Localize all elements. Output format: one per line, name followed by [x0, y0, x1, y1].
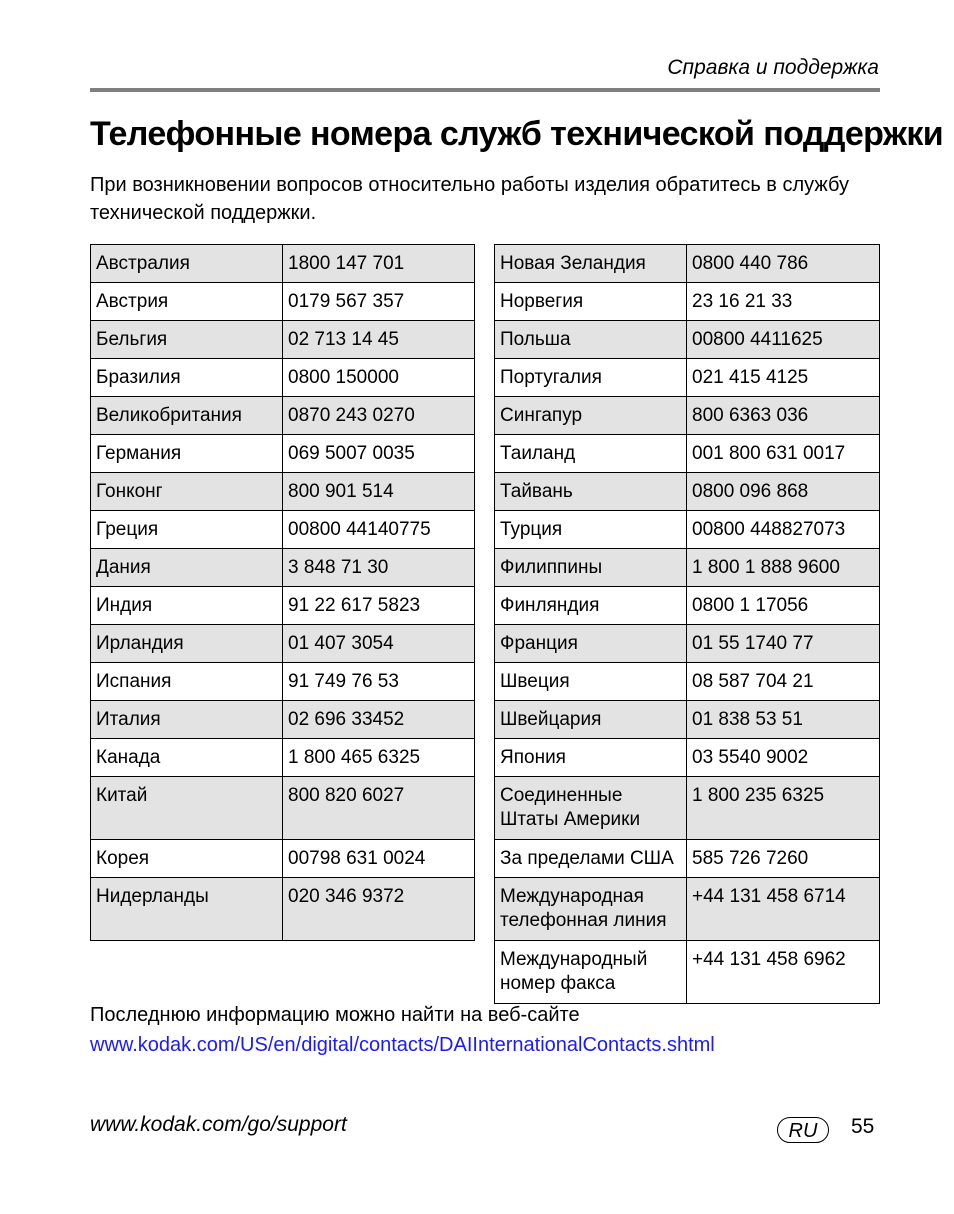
table-row — [495, 587, 880, 625]
country-cell: Таиланд — [495, 435, 687, 473]
table-row — [91, 283, 475, 321]
header-section-title: Справка и поддержка — [667, 56, 879, 79]
country-cell: Австралия — [91, 245, 283, 283]
country-cell: Португалия — [495, 359, 687, 397]
country-cell: Тайвань — [495, 473, 687, 511]
table-row — [495, 777, 880, 840]
country-cell: Швейцария — [495, 701, 687, 739]
country-cell: Соединенные Штаты Америки — [495, 777, 687, 840]
table-row — [91, 511, 475, 549]
table-row — [495, 321, 880, 359]
phone-cell: 0800 1 17056 — [687, 587, 880, 625]
phone-cell: 0800 440 786 — [687, 245, 880, 283]
table-row — [91, 397, 475, 435]
table-row — [495, 941, 880, 1004]
table-row — [495, 701, 880, 739]
country-cell: Великобритания — [91, 397, 283, 435]
phone-cell: 00798 631 0024 — [283, 840, 475, 878]
phone-cell: 021 415 4125 — [687, 359, 880, 397]
country-cell: Гонконг — [91, 473, 283, 511]
table-row — [495, 283, 880, 321]
phone-cell: 00800 44140775 — [283, 511, 475, 549]
table-row — [495, 245, 880, 283]
phone-cell: 1800 147 701 — [283, 245, 475, 283]
table-row — [91, 549, 475, 587]
table-row — [91, 777, 475, 840]
footer-note-text: Последнюю информацию можно найти на веб-сайте — [90, 1004, 580, 1026]
phone-cell: 08 587 704 21 — [687, 663, 880, 701]
country-cell: Китай — [91, 777, 283, 840]
country-cell: Бельгия — [91, 321, 283, 359]
country-cell: Ирландия — [91, 625, 283, 663]
country-cell: Сингапур — [495, 397, 687, 435]
phone-cell: 1 800 1 888 9600 — [687, 549, 880, 587]
country-cell: Финляндия — [495, 587, 687, 625]
phone-table-left-body — [91, 245, 475, 941]
table-row — [495, 473, 880, 511]
phone-cell: 00800 4411625 — [687, 321, 880, 359]
table-row — [495, 663, 880, 701]
table-row — [91, 701, 475, 739]
table-row — [91, 663, 475, 701]
phone-cell: 0179 567 357 — [283, 283, 475, 321]
country-cell: Греция — [91, 511, 283, 549]
country-cell: Дания — [91, 549, 283, 587]
phone-cell: +44 131 458 6714 — [687, 878, 880, 941]
table-row — [91, 587, 475, 625]
table-row — [91, 625, 475, 663]
table-row — [91, 840, 475, 878]
table-row — [495, 359, 880, 397]
table-row — [91, 435, 475, 473]
country-cell: Италия — [91, 701, 283, 739]
phone-cell: 23 16 21 33 — [687, 283, 880, 321]
phone-cell: 020 346 9372 — [283, 878, 475, 941]
phone-cell: 91 22 617 5823 — [283, 587, 475, 625]
table-row — [91, 245, 475, 283]
phone-cell: 02 696 33452 — [283, 701, 475, 739]
country-cell: За пределами США — [495, 840, 687, 878]
table-row — [495, 625, 880, 663]
country-cell: Международная телефонная линия — [495, 878, 687, 941]
phone-cell: 0800 096 868 — [687, 473, 880, 511]
phone-cell: 1 800 235 6325 — [687, 777, 880, 840]
country-cell: Франция — [495, 625, 687, 663]
phone-cell: 03 5540 9002 — [687, 739, 880, 777]
phone-cell: 00800 448827073 — [687, 511, 880, 549]
country-cell: Испания — [91, 663, 283, 701]
table-row — [495, 739, 880, 777]
phone-cell: 069 5007 0035 — [283, 435, 475, 473]
intro-paragraph: При возникновении вопросов относительно работы изделия обратитесь в службу технической поддержки. — [90, 174, 850, 224]
table-row — [91, 739, 475, 777]
language-badge: RU — [777, 1117, 829, 1143]
phone-table-right-body — [495, 245, 880, 1004]
table-row — [495, 511, 880, 549]
phone-cell: 800 901 514 — [283, 473, 475, 511]
phone-table-left — [90, 244, 475, 941]
phone-cell: 02 713 14 45 — [283, 321, 475, 359]
country-cell: Нидерланды — [91, 878, 283, 941]
table-row — [91, 359, 475, 397]
phone-table-right — [494, 244, 880, 1004]
phone-cell: 585 726 7260 — [687, 840, 880, 878]
country-cell: Канада — [91, 739, 283, 777]
table-row — [495, 549, 880, 587]
country-cell: Индия — [91, 587, 283, 625]
phone-cell: +44 131 458 6962 — [687, 941, 880, 1004]
country-cell: Швеция — [495, 663, 687, 701]
country-cell: Бразилия — [91, 359, 283, 397]
phone-cell: 001 800 631 0017 — [687, 435, 880, 473]
phone-cell: 1 800 465 6325 — [283, 739, 475, 777]
table-row — [91, 473, 475, 511]
support-url: www.kodak.com/go/support — [90, 1113, 347, 1136]
phone-cell: 01 55 1740 77 — [687, 625, 880, 663]
country-cell: Норвегия — [495, 283, 687, 321]
table-row — [495, 435, 880, 473]
table-row — [91, 878, 475, 941]
phone-cell: 91 749 76 53 — [283, 663, 475, 701]
country-cell: Новая Зеландия — [495, 245, 687, 283]
country-cell: Корея — [91, 840, 283, 878]
country-cell: Филиппины — [495, 549, 687, 587]
country-cell: Международный номер факса — [495, 941, 687, 1004]
phone-cell: 0800 150000 — [283, 359, 475, 397]
country-cell: Турция — [495, 511, 687, 549]
phone-cell: 3 848 71 30 — [283, 549, 475, 587]
country-cell: Япония — [495, 739, 687, 777]
table-row — [495, 397, 880, 435]
country-cell: Польша — [495, 321, 687, 359]
table-row — [91, 321, 475, 359]
table-row — [495, 840, 880, 878]
footer-note — [90, 1000, 890, 1060]
page-number: 55 — [851, 1115, 875, 1138]
phone-cell: 01 407 3054 — [283, 625, 475, 663]
country-cell: Германия — [91, 435, 283, 473]
page-title: Телефонные номера служб технической поддержки — [90, 115, 944, 153]
contacts-link[interactable]: www.kodak.com/US/en/digital/contacts/DAIInternationalContacts.shtml — [90, 1034, 715, 1056]
phone-cell: 0870 243 0270 — [283, 397, 475, 435]
phone-cell: 01 838 53 51 — [687, 701, 880, 739]
phone-cell: 800 820 6027 — [283, 777, 475, 840]
country-cell: Австрия — [91, 283, 283, 321]
table-row — [495, 878, 880, 941]
header-rule — [90, 88, 880, 92]
phone-cell: 800 6363 036 — [687, 397, 880, 435]
